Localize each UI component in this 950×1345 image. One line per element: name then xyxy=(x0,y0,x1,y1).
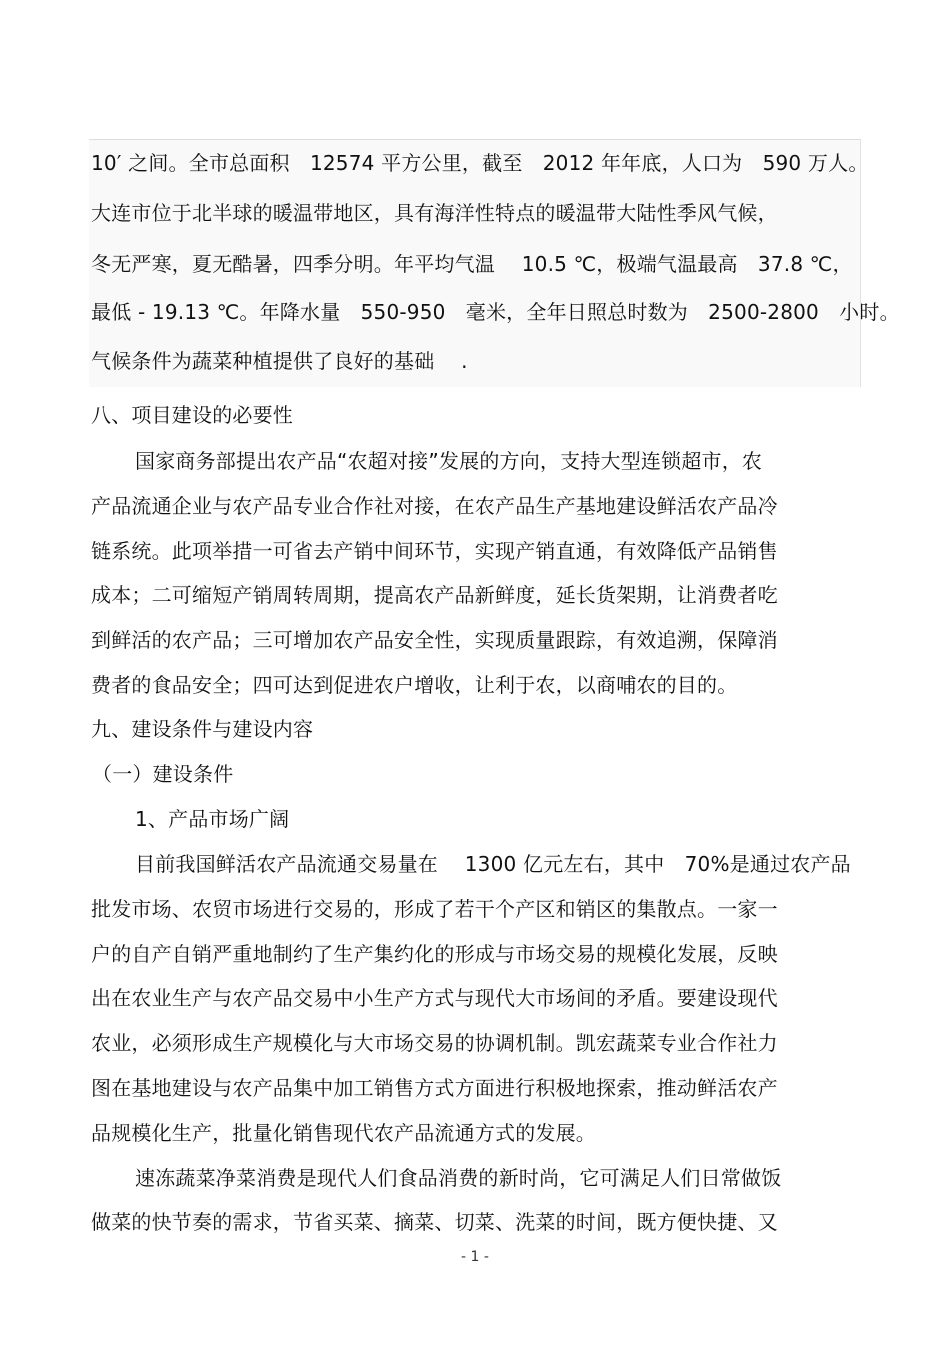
paragraph-line: 农业，必须形成生产规模化与大市场交易的协调机制。凯宏蔬菜专业合作社力 xyxy=(91,1031,778,1055)
box-line-4: 最低 - 19.13 ℃。年降水量 550-950 毫米，全年日照总时数为 2500-2800 小时。 xyxy=(91,300,900,324)
paragraph-line: 批发市场、农贸市场进行交易的，形成了若干个产区和销区的集散点。一家一 xyxy=(91,897,778,921)
page-number: - 1 - xyxy=(461,1249,489,1265)
paragraph-line: 到鲜活的农产品；三可增加农产品安全性，实现质量跟踪，有效追溯，保障消 xyxy=(91,628,778,652)
box-line-5: 气候条件为蔬菜种植提供了良好的基础 . xyxy=(91,349,468,373)
box-line-3: 冬无严寒，夏无酷暑，四季分明。年平均气温 10.5 ℃，极端气温最高 37.8 ℃， xyxy=(91,252,853,276)
paragraph-line: 产品流通企业与农产品专业合作社对接，在农产品生产基地建设鲜活农产品冷 xyxy=(91,494,778,518)
paragraph-line: 速冻蔬菜净菜消费是现代人们食品消费的新时尚，它可满足人们日常做饭 xyxy=(135,1166,782,1190)
item-heading: 1、产品市场广阔 xyxy=(135,807,290,831)
paragraph-line: 成本；二可缩短产销周转周期，提高农产品新鲜度，延长货架期，让消费者吃 xyxy=(91,583,778,607)
box-line-1: 10′ 之间。全市总面积 12574 平方公里，截至 2012 年年底，人口为 590 万人。 xyxy=(91,151,869,175)
paragraph-line: 做菜的快节奏的需求，节省买菜、摘菜、切菜、洗菜的时间，既方便快捷、又 xyxy=(91,1210,778,1234)
paragraph-line: 品规模化生产，批量化销售现代农产品流通方式的发展。 xyxy=(91,1121,596,1145)
paragraph-line: 出在农业生产与农产品交易中小生产方式与现代大市场间的矛盾。要建设现代 xyxy=(91,986,778,1010)
section-heading-9: 九、建设条件与建设内容 xyxy=(91,717,314,741)
paragraph-line: 链系统。此项举措一可省去产销中间环节，实现产销直通，有效降低产品销售 xyxy=(91,539,778,563)
paragraph-line: 图在基地建设与农产品集中加工销售方式方面进行积极地探索，推动鲜活农产 xyxy=(91,1076,778,1100)
paragraph-line: 户的自产自销严重地制约了生产集约化的形成与市场交易的规模化发展，反映 xyxy=(91,942,778,966)
section-heading-8: 八、项目建设的必要性 xyxy=(91,403,293,427)
paragraph-line: 目前我国鲜活农产品流通交易量在 1300 亿元左右，其中 70%是通过农产品 xyxy=(135,852,851,876)
box-line-2: 大连市位于北半球的暖温带地区，具有海洋性特点的暖温带大陆性季风气候， xyxy=(91,201,778,225)
subsection-heading: （一）建设条件 xyxy=(92,762,234,786)
paragraph-line: 国家商务部提出农产品“农超对接”发展的方向，支持大型连锁超市，农 xyxy=(135,449,763,473)
paragraph-line: 费者的食品安全；四可达到促进农户增收，让利于农，以商哺农的目的。 xyxy=(91,673,738,697)
